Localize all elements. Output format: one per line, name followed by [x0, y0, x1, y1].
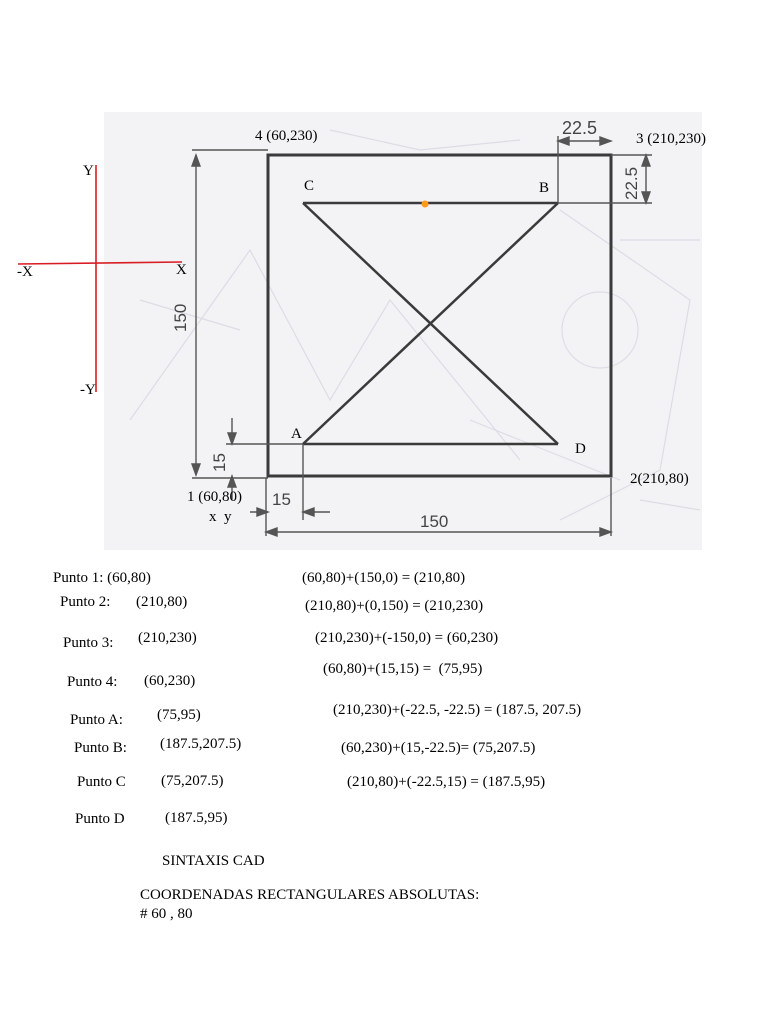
point-4-label: Punto 4:: [67, 674, 118, 690]
calculation-line: (210,80)+(-22.5,15) = (187.5,95): [347, 774, 546, 790]
axis-label-neg-y: -Y: [80, 382, 96, 398]
point-b-label: Punto B:: [74, 740, 127, 756]
calculation-line: (60,230)+(15,-22.5)= (75,207.5): [341, 740, 536, 756]
calculation-line: (60,80)+(150,0) = (210,80): [302, 570, 466, 586]
dim-offset-a-y-label: 15: [210, 453, 229, 472]
syntax-title: SINTAXIS CAD: [162, 853, 265, 869]
dim-offset-b-y-label: 22.5: [622, 166, 641, 200]
axis-label-pos-y: Y: [83, 163, 94, 179]
point-d-label: Punto D: [75, 811, 125, 827]
point-1-label: Punto 1: (60,80): [53, 570, 151, 586]
label-point-2: 2(210,80): [630, 471, 689, 487]
point-4-value: (60,230): [144, 673, 196, 689]
label-point-c: C: [304, 178, 315, 194]
axis-label-neg-x: -X: [17, 264, 33, 280]
dim-offset-b-x-label: 22.5: [562, 118, 598, 138]
point-3-label: Punto 3:: [63, 635, 114, 651]
calculation-line: (210,80)+(0,150) = (210,230): [305, 598, 484, 614]
axis-label-pos-x: X: [176, 262, 187, 278]
calculation-line: (210,230)+(-22.5, -22.5) = (187.5, 207.5): [333, 702, 582, 718]
coords-title: COORDENADAS RECTANGULARES ABSOLUTAS:: [140, 887, 480, 903]
dim-height-label: 150: [171, 303, 190, 332]
calculation-line: (60,80)+(15,15) = (75,95): [323, 661, 483, 677]
point-b-value: (187.5,207.5): [160, 736, 242, 752]
dim-width-label: 150: [420, 512, 449, 531]
label-point-1: 1 (60,80): [187, 489, 242, 505]
point-d-value: (187.5,95): [165, 810, 228, 826]
point-c-label: Punto C: [77, 774, 126, 790]
point-a-value: (75,95): [157, 707, 201, 723]
label-point-b: B: [539, 180, 550, 196]
label-xy: x y: [209, 509, 232, 525]
label-point-d: D: [575, 441, 586, 457]
midpoint-marker: [422, 201, 429, 208]
dim-offset-a-x-label: 15: [272, 490, 291, 509]
point-3-value: (210,230): [138, 630, 197, 646]
point-c-value: (75,207.5): [161, 773, 224, 789]
point-2-value: (210,80): [136, 594, 188, 610]
coords-example: # 60 , 80: [140, 906, 193, 922]
label-point-a: A: [291, 426, 302, 442]
point-2-label: Punto 2:: [60, 594, 111, 610]
calculation-line: (210,230)+(-150,0) = (60,230): [315, 630, 499, 646]
label-point-4: 4 (60,230): [255, 128, 318, 144]
label-point-3: 3 (210,230): [636, 131, 706, 147]
point-a-label: Punto A:: [70, 712, 123, 728]
